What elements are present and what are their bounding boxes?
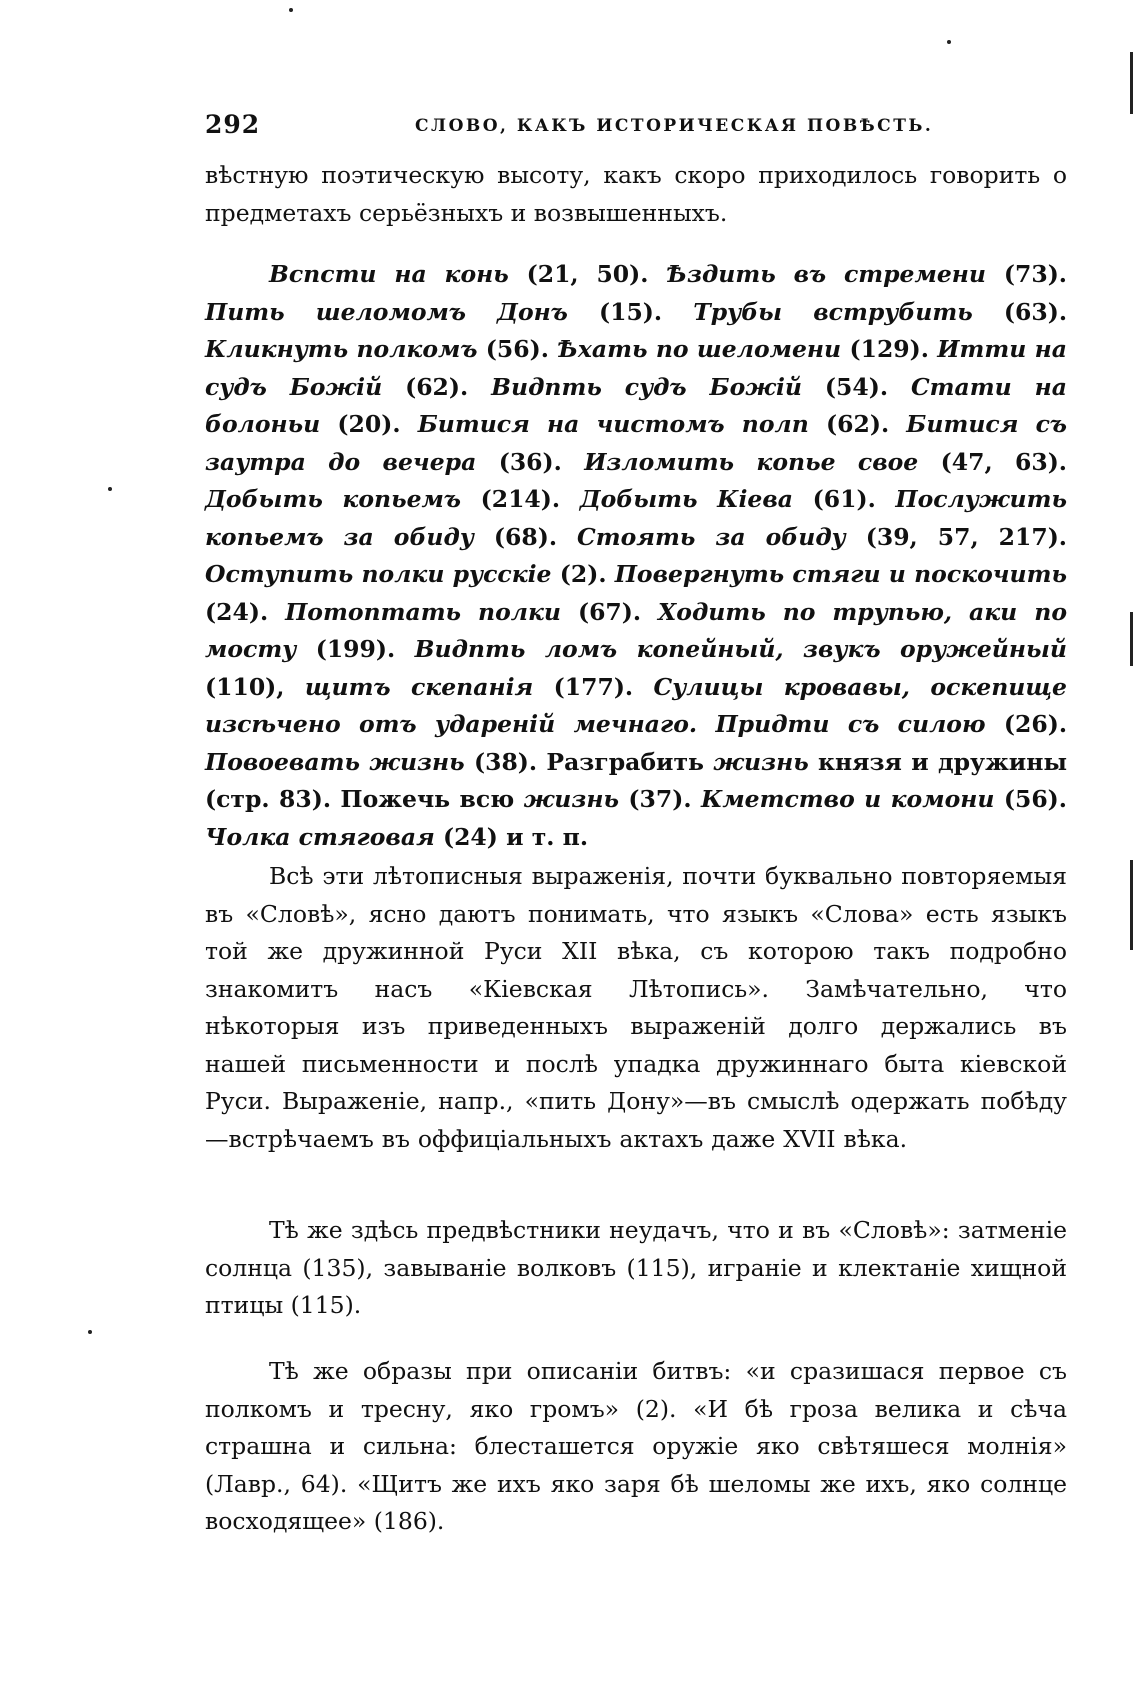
quote-fragment: (56).: [994, 785, 1067, 813]
running-head: [205, 110, 1067, 150]
quote-fragment: (15).: [567, 297, 694, 326]
quote-fragment: Потоптать полки: [285, 597, 561, 626]
scan-speck: [947, 40, 951, 44]
quote-fragment: (129).: [841, 335, 938, 363]
quote-fragment: Оступить полки русскіе: [205, 560, 552, 588]
quote-fragment: Видпть судъ Божій: [491, 372, 802, 401]
quote-fragment: (73).: [986, 260, 1067, 288]
quote-fragment: князя и дружины (стр. 83). Пожечь всю: [205, 747, 1067, 813]
quote-fragment: Ѣздить въ стремени: [666, 260, 987, 288]
quote-fragment: жизнь: [523, 785, 620, 813]
quote-fragment: (63).: [972, 297, 1067, 326]
quote-fragment: Добыть Кіева: [579, 485, 794, 513]
quote-fragment: Трубы вструбить: [693, 297, 973, 326]
continuation-paragraph: вѣстную поэтическую высоту, какъ скоро приходилось говорить о предметахъ серьёзныхъ и возвышенныхъ.: [205, 161, 1067, 227]
quote-fragment: Повоевать жизнь: [205, 747, 465, 776]
scan-edge-rule: [1130, 860, 1133, 950]
quote-fragment: Итти на судъ Божій: [205, 335, 1067, 401]
battles-paragraph: Тѣ же образы при описаніи битвъ: «и сразишася первое съ полкомъ и тресну, яко громъ» (2). «И бѣ гроза велика и сѣча страшна и сильна: блесташется оружіе яко свѣтяшеся молнія» (Лавр., 64). «Щитъ же ихъ яко заря бѣ шеломы же ихъ, яко солнце восходящее» (186).: [205, 1357, 1067, 1535]
quote-fragment: (214).: [460, 485, 580, 513]
quote-fragment: жизнь: [713, 747, 809, 776]
quote-fragment: (110),: [205, 672, 305, 701]
scan-speck: [289, 8, 293, 12]
quote-fragment: (67).: [560, 597, 659, 626]
quote-fragment: (20).: [320, 410, 418, 438]
scan-speck: [108, 487, 112, 491]
chronicle-paragraph: Всѣ эти лѣтописныя выраженія, почти буквально повторяемыя въ «Словѣ», ясно даютъ понимать, что языкъ «Слова» есть языкъ той же дружинной Руси XII вѣка, съ которою такъ подробно знакомитъ насъ «Кіевская Лѣтопись». Замѣчательно, что нѣкоторыя изъ приведенныхъ выраженій долго держались въ нашей письменности и послѣ упадка дружиннаго быта кіевской Руси. Выраженіе, напр., «пить Дону»—въ смыслѣ одержать побѣду—встрѣчаемъ въ оффиціальныхъ актахъ даже XVII вѣка.: [205, 862, 1067, 1153]
quote-fragment: (26).: [985, 710, 1067, 738]
quote-fragment: Добыть копьемъ: [205, 485, 461, 513]
quote-fragment: Кметство и комони: [700, 785, 995, 813]
quote-fragment: Видпть ломъ копейный, звукъ оружейный: [414, 635, 1067, 663]
quote-fragment: Кликнуть полкомъ: [205, 335, 478, 363]
quote-fragment: Послужить копьемъ за обиду: [205, 485, 1067, 551]
quote-fragment: щитъ скепанія: [304, 672, 534, 701]
quote-fragment: (2).: [551, 560, 615, 588]
quote-fragment: Вспсти на конь: [269, 260, 509, 288]
quote-fragment: (199).: [296, 635, 415, 663]
quote-fragment: (37).: [619, 785, 701, 813]
omens-paragraph: Тѣ же здѣсь предвѣстники неудачъ, что и въ «Словѣ»: затменіе солнца (135), завываніе волковъ (115), играніе и клектаніе хищной птицы (115).: [205, 1216, 1067, 1319]
quote-fragment: (24).: [205, 597, 286, 626]
quote-fragment: Изломить копье свое: [584, 447, 919, 476]
quote-fragment: (61).: [793, 485, 896, 513]
quote-fragment: Ходить по трупью, аки по мосту: [205, 597, 1067, 663]
quotations-paragraph: [205, 256, 1067, 856]
quote-fragment: (62).: [382, 372, 492, 401]
quote-fragment: (62).: [808, 410, 907, 438]
quote-fragment: (47, 63).: [918, 447, 1067, 476]
quote-fragment: (38). Разграбить: [464, 747, 714, 776]
quote-fragment: Сулицы кровавы, оскепище изсѣчено отъ удареній мечнаго. Придти съ силою: [205, 672, 1067, 738]
quote-fragment: Битися съ заутра до вечера: [205, 410, 1067, 476]
quote-fragment: Пить шеломомъ Донъ: [205, 297, 568, 326]
quote-fragment: Повергнуть стяги и поскочить: [614, 560, 1067, 588]
quote-fragment: Стоять за обиду: [577, 522, 846, 551]
quote-fragment: (39, 57, 217).: [845, 522, 1067, 551]
quote-fragment: (54).: [801, 372, 911, 401]
running-title: СЛОВО, КАКЪ ИСТОРИЧЕСКАЯ ПОВѢСТЬ.: [415, 116, 934, 136]
quote-fragment: Ѣхать по шеломени: [557, 335, 842, 363]
quote-fragment: Чолка стяговая: [205, 822, 435, 851]
quote-fragment: (24) и т. п.: [434, 822, 589, 851]
scan-speck: [88, 1330, 92, 1334]
quote-fragment: Битися на чистомъ полп: [417, 410, 809, 438]
quote-fragment: (36).: [476, 447, 585, 476]
quote-fragment: (56).: [477, 335, 558, 363]
quote-fragment: Стати на болоньи: [205, 372, 1067, 438]
scan-edge-rule: [1130, 612, 1133, 666]
page-number: 292: [205, 110, 261, 139]
quote-fragment: (68).: [473, 522, 578, 551]
quote-fragment: (177).: [533, 672, 654, 701]
scan-edge-rule: [1130, 52, 1133, 114]
quote-fragment: (21, 50).: [508, 260, 667, 288]
